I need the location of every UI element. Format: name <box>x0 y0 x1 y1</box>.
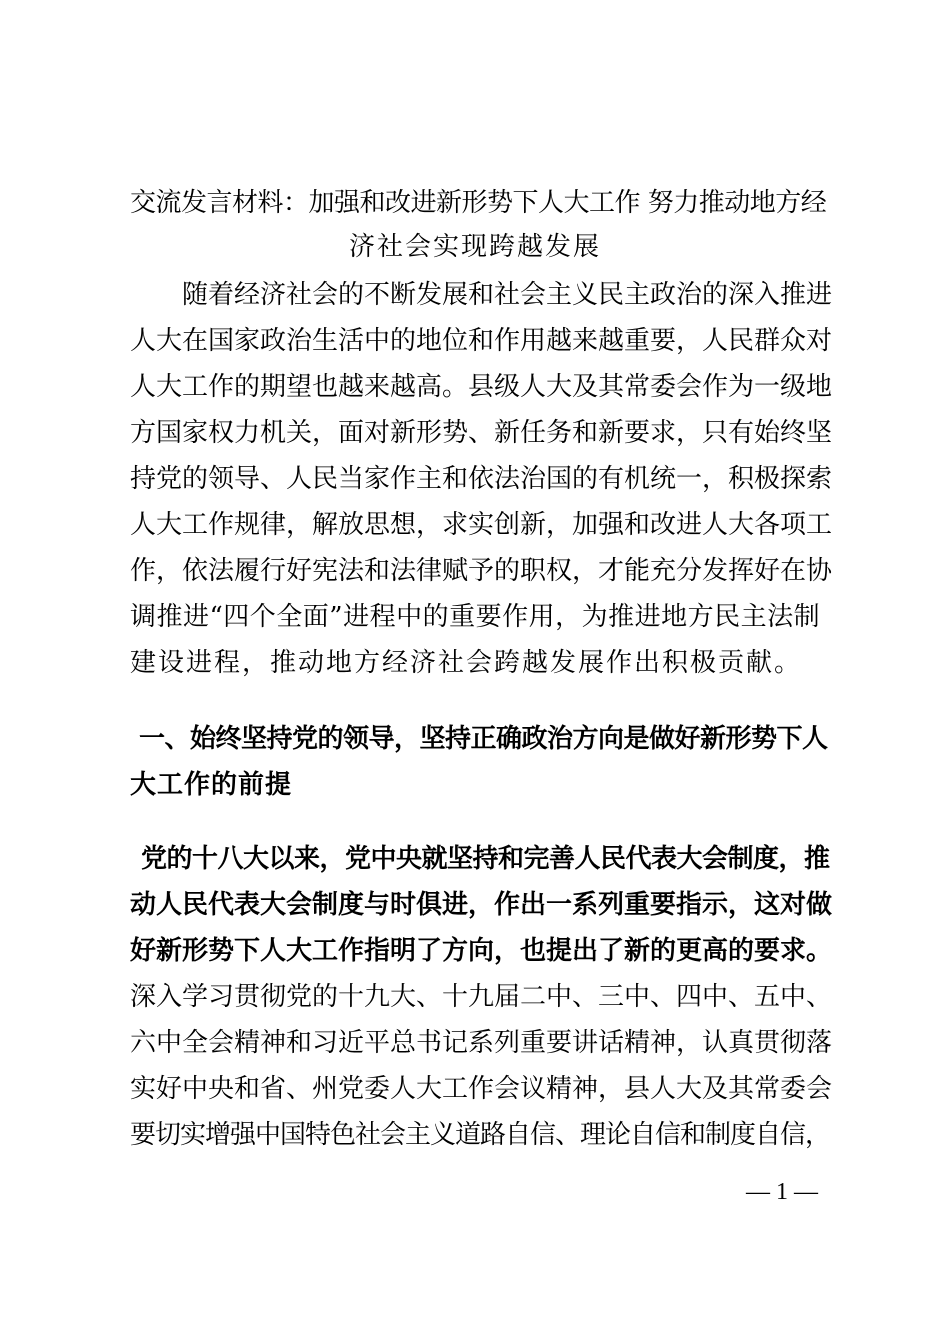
section-heading: 大工作的前提 <box>130 770 293 800</box>
bold-para-line: 动人民代表大会制度与时俱进，作出一系列重要指示，这对做 <box>130 890 833 920</box>
intro-line: 人大工作规律，解放思想，求实创新，加强和改进人大各项工 <box>130 510 833 540</box>
body-line: 深入学习贯彻党的十九大、十九届二中、三中、四中、五中、 <box>130 982 833 1012</box>
bold-para-line: 好新形势下人大工作指明了方向，也提出了新的更高的要求。 <box>130 936 833 966</box>
intro-line: 调推进“四个全面”进程中的重要作用，为推进地方民主法制 <box>130 602 821 632</box>
intro-line: 持党的领导、人民当家作主和依法治国的有机统一，积极探索 <box>130 464 833 494</box>
page-number: — 1 — <box>746 1179 818 1205</box>
bold-para-line: 党的十八大以来，党中央就坚持和完善人民代表大会制度，推 <box>141 844 830 874</box>
intro-line: 随着经济社会的不断发展和社会主义民主政治的深入推进 <box>182 280 833 310</box>
body-line: 实好中央和省、州党委人大工作会议精神，县人大及其常委会 <box>130 1074 833 1104</box>
title-line-2: 济社会实现跨越发展 <box>348 232 601 262</box>
body-line: 六中全会精神和习近平总书记系列重要讲话精神，认真贯彻落 <box>130 1028 833 1058</box>
title-line-1: 交流发言材料：加强和改进新形势下人大工作 努力推动地方经 <box>130 188 827 218</box>
section-heading: 一、始终坚持党的领导，坚持正确政治方向是做好新形势下人 <box>139 724 828 754</box>
intro-line: 建设进程，推动地方经济社会跨越发展作出积极贡献。 <box>130 648 803 678</box>
intro-line: 作，依法履行好宪法和法律赋予的职权，才能充分发挥好在协 <box>130 556 833 586</box>
intro-line: 人大在国家政治生活中的地位和作用越来越重要，人民群众对 <box>130 326 833 356</box>
intro-line: 人大工作的期望也越来越高。县级人大及其常委会作为一级地 <box>130 372 833 402</box>
body-line: 要切实增强中国特色社会主义道路自信、理论自信和制度自信， <box>130 1120 831 1150</box>
intro-line: 方国家权力机关，面对新形势、新任务和新要求，只有始终坚 <box>130 418 833 448</box>
